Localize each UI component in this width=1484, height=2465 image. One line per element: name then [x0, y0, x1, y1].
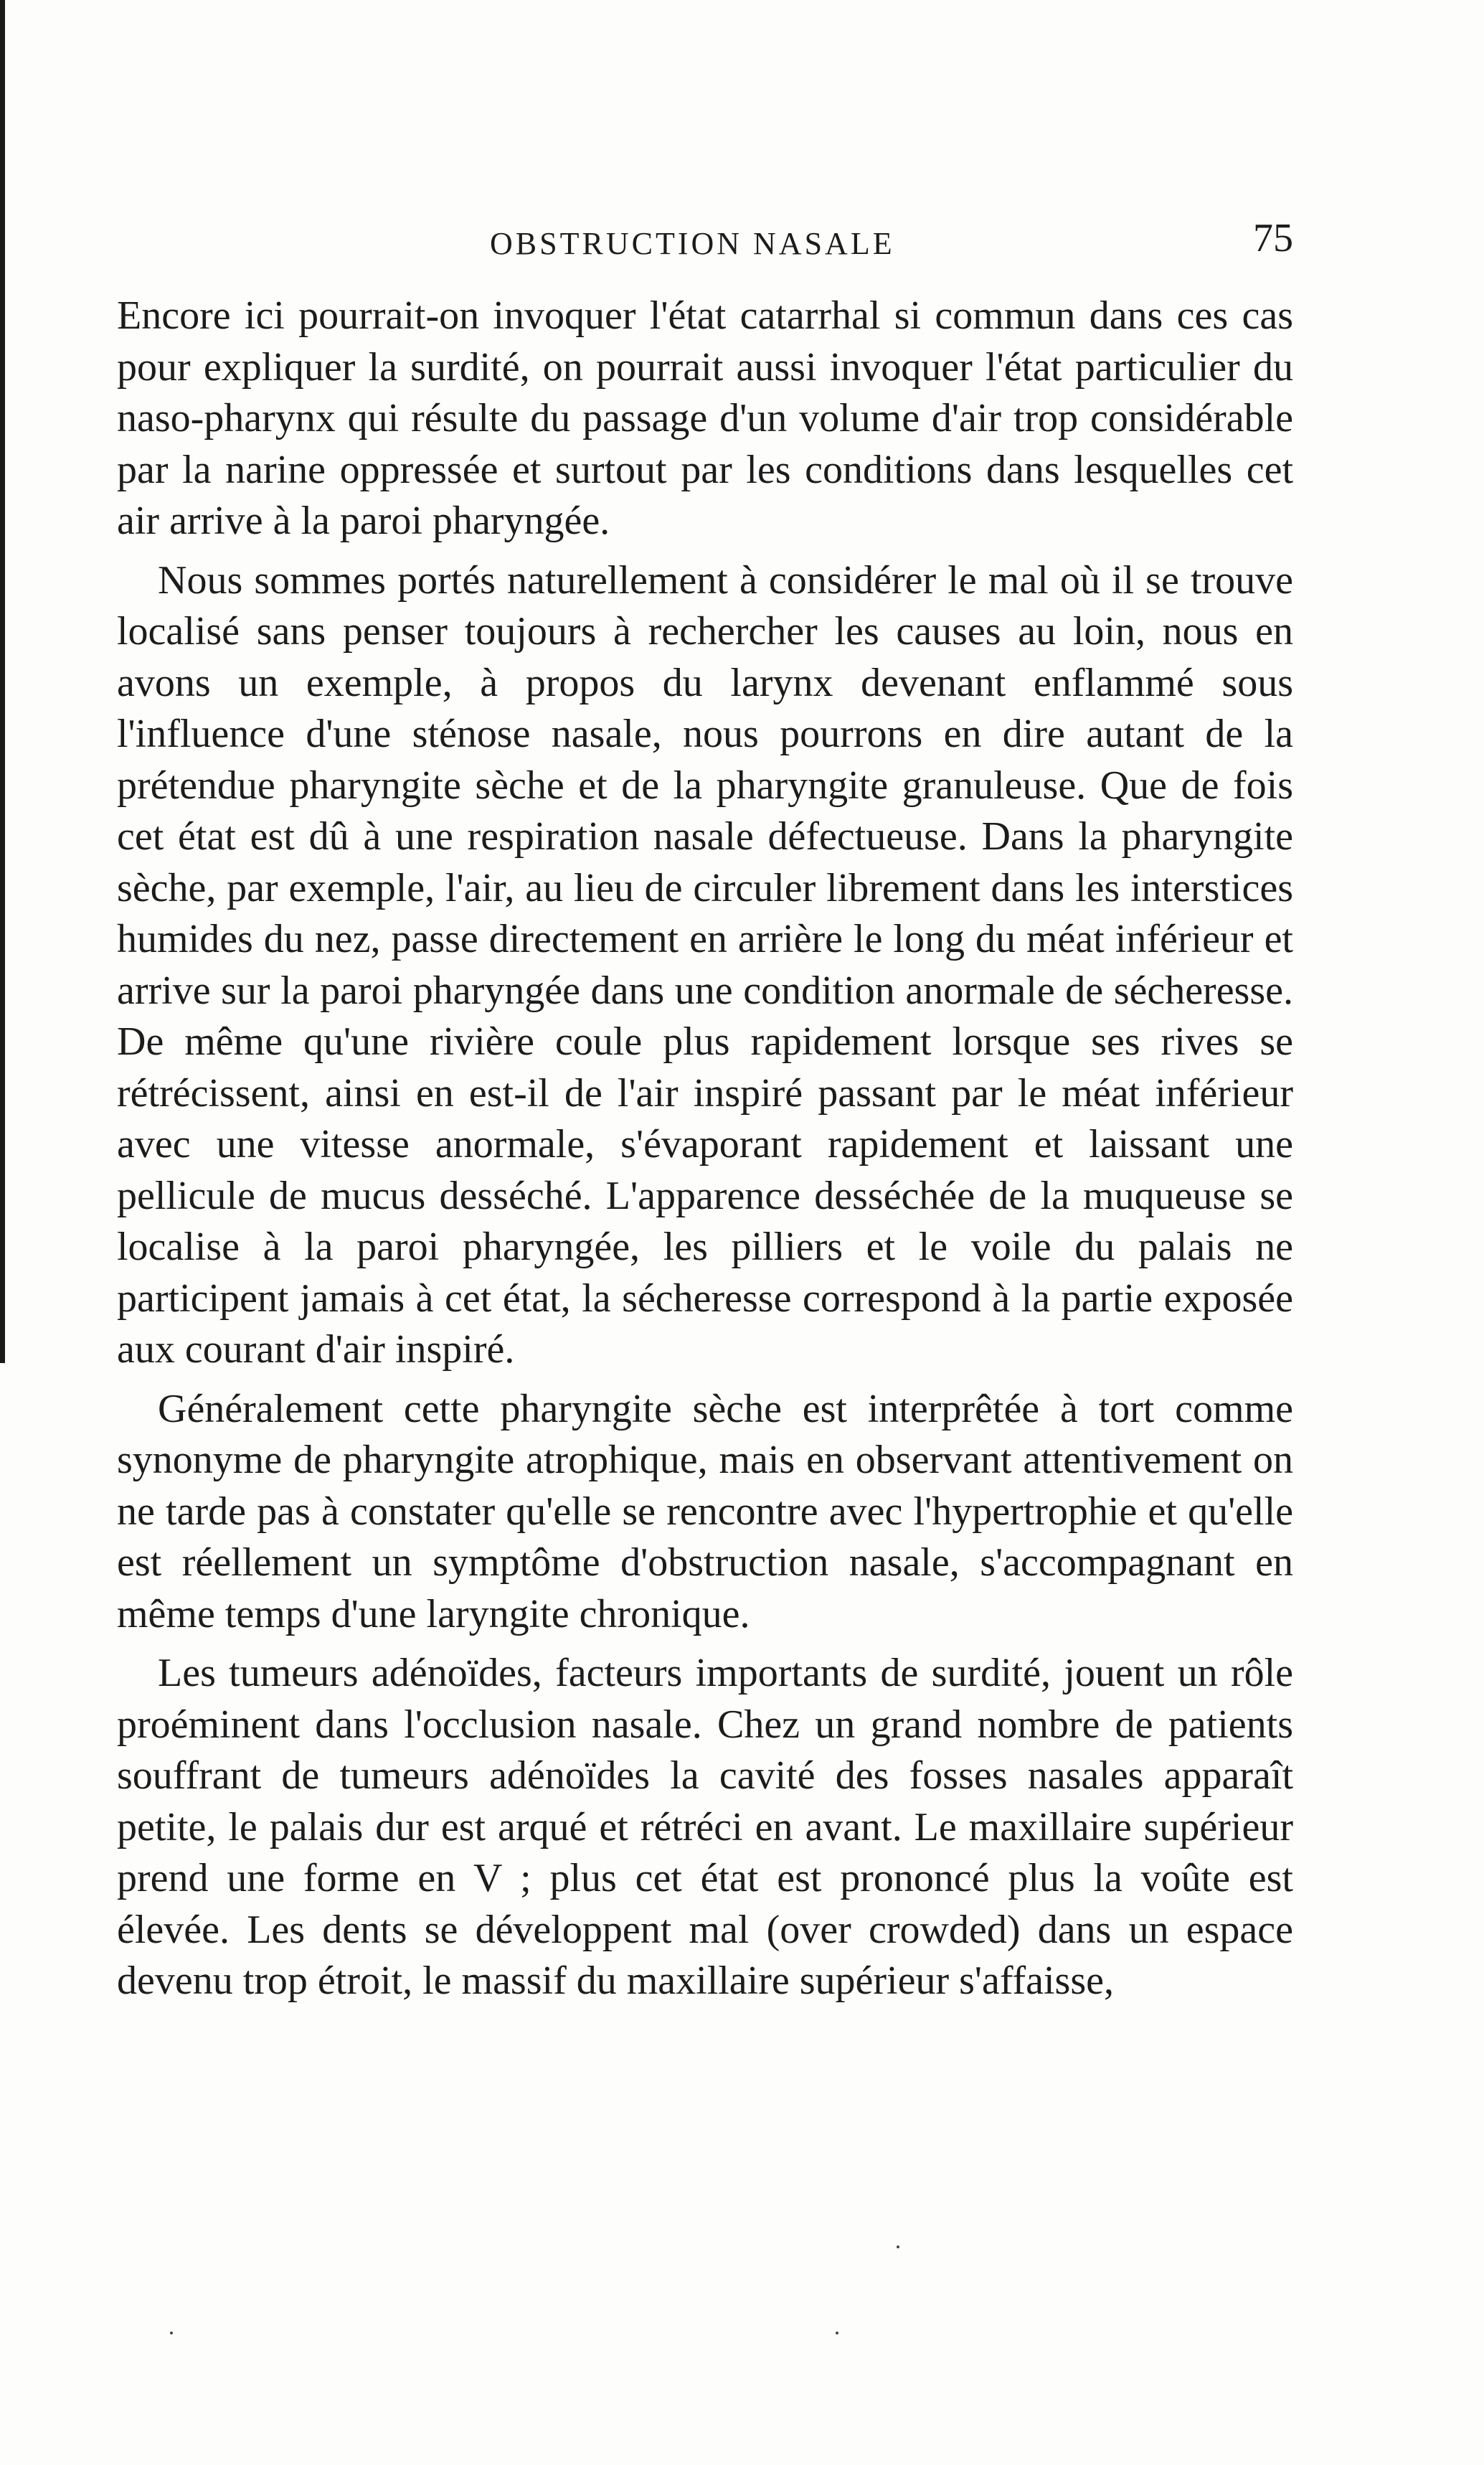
page-header [117, 215, 1293, 265]
scan-speck [836, 2332, 838, 2334]
paragraph: Nous sommes portés naturellement à considérer le mal où il se trouve localisé sans penser toujours à rechercher les causes au loin, nous en avons un exemple, à propos du larynx devenant enflammé sous l'influence d'une sténose nasale, nous pourrons en dire autant de la prétendue pharyngite sèche et de la pharyngite granuleuse. Que de fois cet état est dû à une respiration nasale défectueuse. Dans la pharyngite sèche, par exemple, l'air, au lieu de circuler librement dans les interstices humides du nez, passe directement en arrière le long du méat inférieur et arrive sur la paroi pharyngée dans une condition anormale de sécheresse. De même qu'une rivière coule plus rapidement lorsque ses rives se rétrécissent, ainsi en est-il de l'air inspiré passant par le méat inférieur avec une vitesse anormale, s'évaporant rapidement et laissant une pellicule de mucus desséché. L'apparence desséchée de la muqueuse se localise à la paroi pharyngée, les pilliers et le voile du palais ne participent jamais à cet état, la sécheresse correspond à la partie exposée aux courant d'air inspiré. [117, 557, 1293, 1372]
scan-speck [170, 2332, 173, 2334]
running-title: OBSTRUCTION NASALE [490, 226, 895, 261]
paragraph: Encore ici pourrait-on invoquer l'état catarrhal si commun dans ces cas pour expliquer la surdité, on pourrait aussi invoquer l'état particulier du naso-pharynx qui résulte du passage d'un volume d'air trop considérable par la narine oppressée et surtout par les conditions dans lesquelles cet air arrive à la paroi pharyngée. [117, 293, 1293, 543]
body-text [117, 291, 1293, 2015]
scan-edge [0, 0, 5, 1363]
scan-speck [897, 2245, 899, 2248]
page-number: 75 [1253, 216, 1293, 260]
paragraph: Généralement cette pharyngite sèche est interprêtée à tort comme synonyme de pharyngite atrophique, mais en observant attentivement on ne tarde pas à constater qu'elle se rencontre avec l'hypertrophie et qu'elle est réellement un symptôme d'obstruction nasale, s'accompagnant en même temps d'une laryngite chronique. [117, 1386, 1293, 1636]
paragraph: Les tumeurs adénoïdes, facteurs importants de surdité, jouent un rôle proéminent dans l'occlusion nasale. Chez un grand nombre de patients souffrant de tumeurs adénoïdes la cavité des fosses nasales apparaît petite, le palais dur est arqué et rétréci en avant. Le maxillaire supérieur prend une forme en V ; plus cet état est prononcé plus la voûte est élevée. Les dents se développent mal (over crowded) dans un espace devenu trop étroit, le massif du maxillaire supérieur s'affaisse, [117, 1651, 1293, 2003]
